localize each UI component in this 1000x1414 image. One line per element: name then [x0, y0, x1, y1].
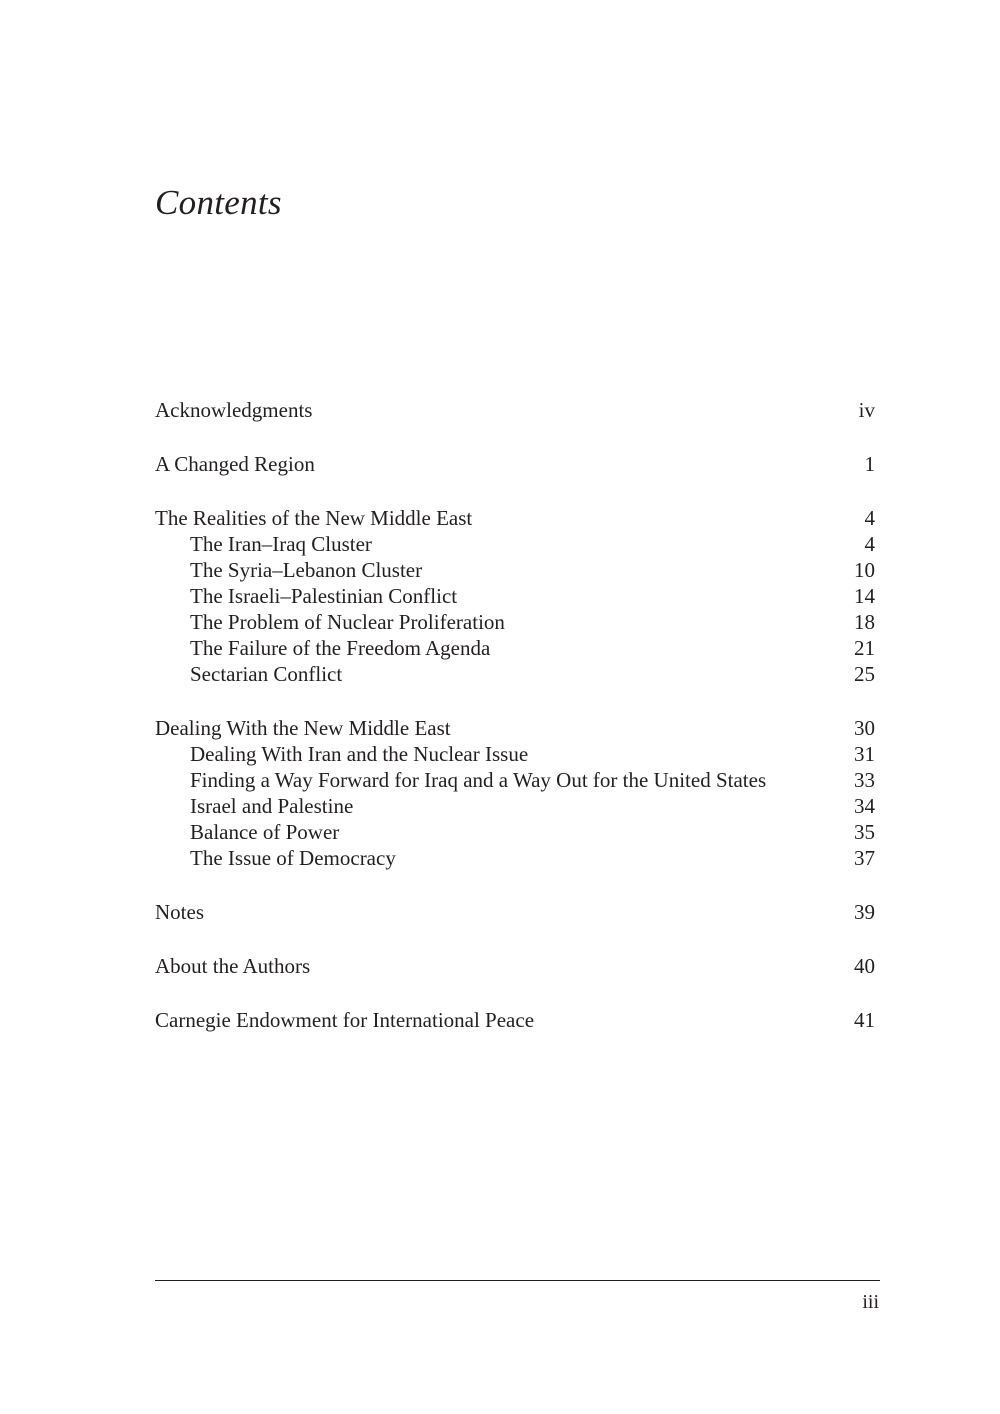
- toc-section-acknowledgments: [155, 397, 875, 423]
- toc-entry-page: 4: [864, 532, 875, 556]
- toc-entry-label: The Failure of the Freedom Agenda: [190, 636, 491, 660]
- toc-entry-label: Balance of Power: [190, 820, 340, 844]
- toc-entry-realities-new-middle-east[interactable]: [155, 505, 875, 531]
- toc-entry-page: 39: [854, 900, 875, 924]
- toc-entry-page: 34: [854, 794, 875, 818]
- toc-subentry-way-forward-iraq[interactable]: [155, 767, 875, 793]
- toc-subentry-syria-lebanon-cluster[interactable]: [155, 557, 875, 583]
- toc-entry-page: 4: [864, 506, 875, 530]
- toc-subentry-freedom-agenda[interactable]: [155, 635, 875, 661]
- toc-subentry-iran-nuclear-issue[interactable]: [155, 741, 875, 767]
- toc-entry-label: The Realities of the New Middle East: [155, 506, 473, 530]
- footer-rule: [155, 1280, 880, 1281]
- toc-entry-label: The Issue of Democracy: [190, 846, 396, 870]
- toc-entry-page: 25: [854, 662, 875, 686]
- toc-entry-page: 18: [854, 610, 875, 634]
- toc-subentry-israeli-palestinian-conflict[interactable]: [155, 583, 875, 609]
- toc-entry-a-changed-region[interactable]: [155, 451, 875, 477]
- toc-section-changed-region: [155, 451, 875, 477]
- toc-entry-page: 1: [864, 452, 875, 476]
- toc-entry-label: Carnegie Endowment for International Peace: [155, 1008, 535, 1032]
- toc-entry-page: 10: [854, 558, 875, 582]
- toc-entry-dealing-new-middle-east[interactable]: [155, 715, 875, 741]
- page-title: Contents: [155, 183, 282, 222]
- toc-entry-label: The Syria–Lebanon Cluster: [190, 558, 423, 582]
- toc-entry-page: 33: [854, 768, 875, 792]
- toc-subentry-israel-palestine[interactable]: [155, 793, 875, 819]
- toc-entry-label: Notes: [155, 900, 204, 924]
- toc-entry-label: About the Authors: [155, 954, 311, 978]
- toc-entry-label: Acknowledgments: [155, 398, 313, 422]
- toc-entry-label: Sectarian Conflict: [190, 662, 343, 686]
- toc-entry-page: 21: [854, 636, 875, 660]
- toc-subentry-issue-of-democracy[interactable]: [155, 845, 875, 871]
- toc-subentry-iran-iraq-cluster[interactable]: [155, 531, 875, 557]
- toc-subentry-sectarian-conflict[interactable]: [155, 661, 875, 687]
- toc-section-about-authors: [155, 953, 875, 979]
- toc-entry-notes[interactable]: [155, 899, 875, 925]
- toc-entry-label: The Israeli–Palestinian Conflict: [190, 584, 458, 608]
- toc-entry-label: Dealing With Iran and the Nuclear Issue: [190, 742, 529, 766]
- toc-subentry-nuclear-proliferation[interactable]: [155, 609, 875, 635]
- toc-section-dealing: [155, 715, 875, 871]
- toc-entry-about-the-authors[interactable]: [155, 953, 875, 979]
- toc-section-realities: [155, 505, 875, 687]
- toc-section-carnegie: [155, 1007, 875, 1033]
- page-number: iii: [862, 1291, 879, 1313]
- toc-entry-acknowledgments[interactable]: [155, 397, 875, 423]
- toc-entry-label: Finding a Way Forward for Iraq and a Way Out for the United States: [190, 768, 767, 792]
- toc-entry-page: 40: [854, 954, 875, 978]
- toc-entry-page: 30: [854, 716, 875, 740]
- toc-entry-label: Israel and Palestine: [190, 794, 354, 818]
- toc-entry-page: 31: [854, 742, 875, 766]
- toc-entry-label: Dealing With the New Middle East: [155, 716, 451, 740]
- toc-entry-label: A Changed Region: [155, 452, 315, 476]
- toc-entry-page: 35: [854, 820, 875, 844]
- toc-entry-label: The Iran–Iraq Cluster: [190, 532, 372, 556]
- toc-entry-carnegie-endowment[interactable]: [155, 1007, 875, 1033]
- toc-entry-page: 37: [854, 846, 875, 870]
- toc-entry-page: 41: [854, 1008, 875, 1032]
- toc-entry-label: The Problem of Nuclear Proliferation: [190, 610, 505, 634]
- table-of-contents: [155, 397, 875, 1061]
- toc-entry-page: iv: [858, 398, 875, 422]
- toc-subentry-balance-of-power[interactable]: [155, 819, 875, 845]
- toc-section-notes: [155, 899, 875, 925]
- toc-entry-page: 14: [854, 584, 875, 608]
